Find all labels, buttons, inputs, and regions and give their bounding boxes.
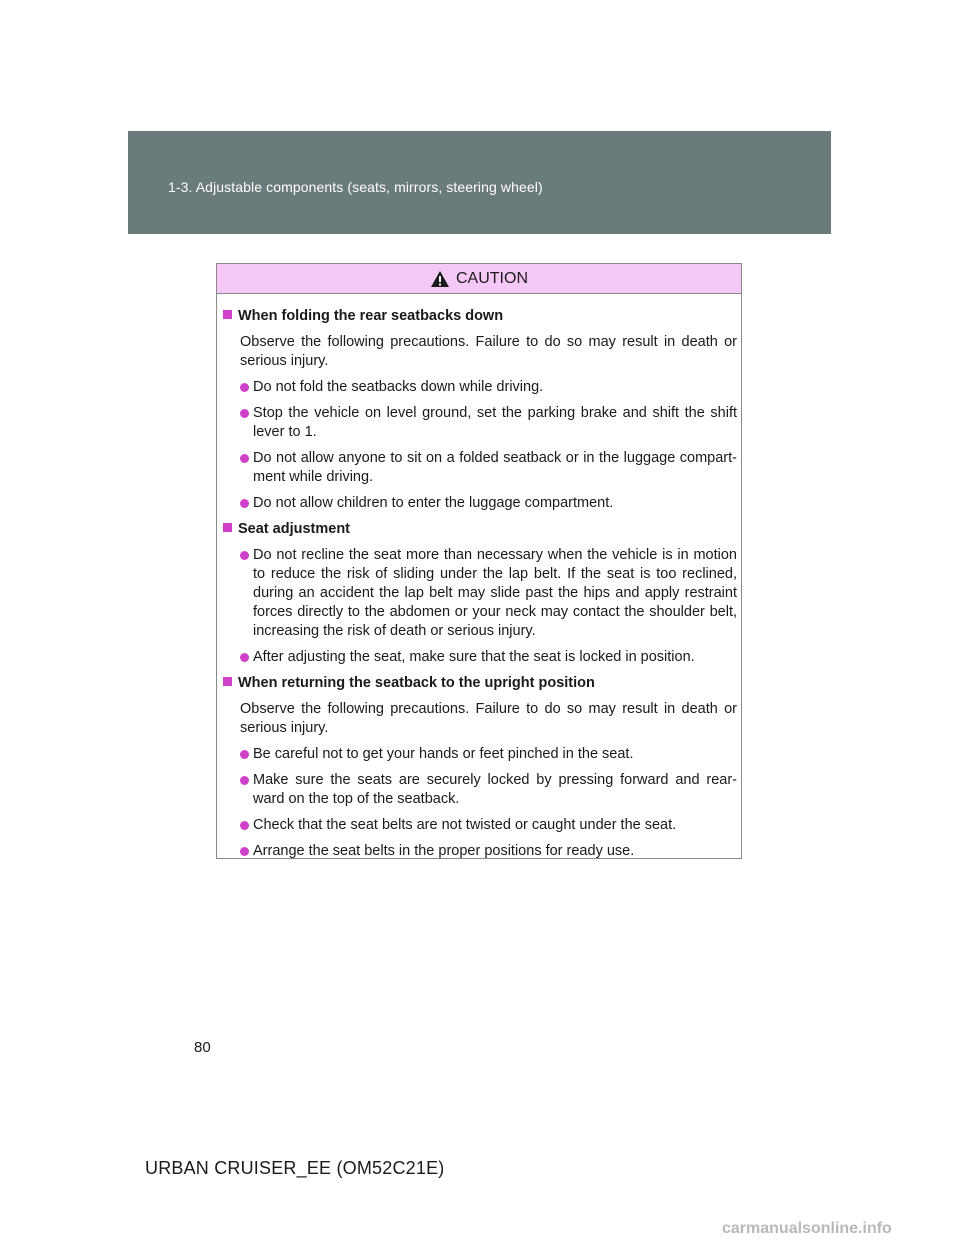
list-item: [240, 745, 737, 764]
list-item: [240, 494, 737, 513]
caution-header: [217, 264, 741, 294]
section-title: [223, 674, 737, 693]
round-bullet-icon: [240, 750, 249, 759]
caution-body: [217, 294, 741, 861]
section-intro: Observe the following precautions. Failure to do so may result in death or serious injury.: [240, 334, 737, 369]
list-item-text: Do not recline the seat more than necessary when the vehicle is in motion to reduce the risk of sliding under the lap belt. If the seat is too reclined, during an accident the lap belt may slide past the hips and apply restraint forces directly to the abdomen or your neck may contact the shoulder belt, increasing the risk of death or serious injury.: [253, 547, 737, 639]
list-item-text: Be careful not to get your hands or feet pinched in the seat.: [253, 746, 634, 762]
list-item-text: Make sure the seats are securely locked by pressing forward and rear-ward on the top of the seatback.: [253, 772, 737, 807]
list-item-text: Stop the vehicle on level ground, set the parking brake and shift the shift lever to 1.: [253, 405, 737, 440]
list-item-text: Do not fold the seatbacks down while driving.: [253, 379, 544, 395]
round-bullet-icon: [240, 821, 249, 830]
watermark: carmanualsonline.info: [722, 1220, 892, 1237]
list-item-text: Do not allow anyone to sit on a folded seatback or in the luggage compart-ment while driving.: [253, 450, 737, 485]
caution-title: CAUTION: [456, 269, 528, 287]
section-heading: 1-3. Adjustable components (seats, mirrors, steering wheel): [168, 179, 543, 195]
list-item: [240, 449, 737, 487]
list-item: [240, 648, 737, 667]
list-item-text: Check that the seat belts are not twisted or caught under the seat.: [253, 817, 677, 833]
warning-triangle-icon: [430, 270, 450, 288]
caution-box: [216, 263, 742, 859]
section-title: [223, 307, 737, 326]
square-bullet-icon: [223, 523, 232, 532]
section-title-text: When returning the seatback to the upright position: [238, 675, 595, 691]
round-bullet-icon: [240, 409, 249, 418]
section-title: [223, 520, 737, 539]
page-number: 80: [194, 1039, 211, 1056]
round-bullet-icon: [240, 847, 249, 856]
round-bullet-icon: [240, 551, 249, 560]
section-title-text: When folding the rear seatbacks down: [238, 308, 504, 324]
round-bullet-icon: [240, 776, 249, 785]
square-bullet-icon: [223, 677, 232, 686]
square-bullet-icon: [223, 310, 232, 319]
round-bullet-icon: [240, 383, 249, 392]
list-item: [240, 378, 737, 397]
list-item: [240, 771, 737, 809]
list-item: [240, 404, 737, 442]
list-item-text: After adjusting the seat, make sure that the seat is locked in position.: [253, 649, 695, 665]
list-item: [240, 842, 737, 861]
footer-model: URBAN CRUISER_EE (OM52C21E): [145, 1158, 445, 1178]
list-item: [240, 546, 737, 641]
list-item-text: Arrange the seat belts in the proper positions for ready use.: [253, 843, 635, 859]
list-item: [240, 816, 737, 835]
round-bullet-icon: [240, 499, 249, 508]
section-title-text: Seat adjustment: [238, 521, 350, 537]
round-bullet-icon: [240, 653, 249, 662]
section-intro: Observe the following precautions. Failure to do so may result in death or serious injury.: [240, 701, 737, 736]
round-bullet-icon: [240, 454, 249, 463]
header-band: [128, 131, 831, 234]
list-item-text: Do not allow children to enter the luggage compartment.: [253, 495, 614, 511]
